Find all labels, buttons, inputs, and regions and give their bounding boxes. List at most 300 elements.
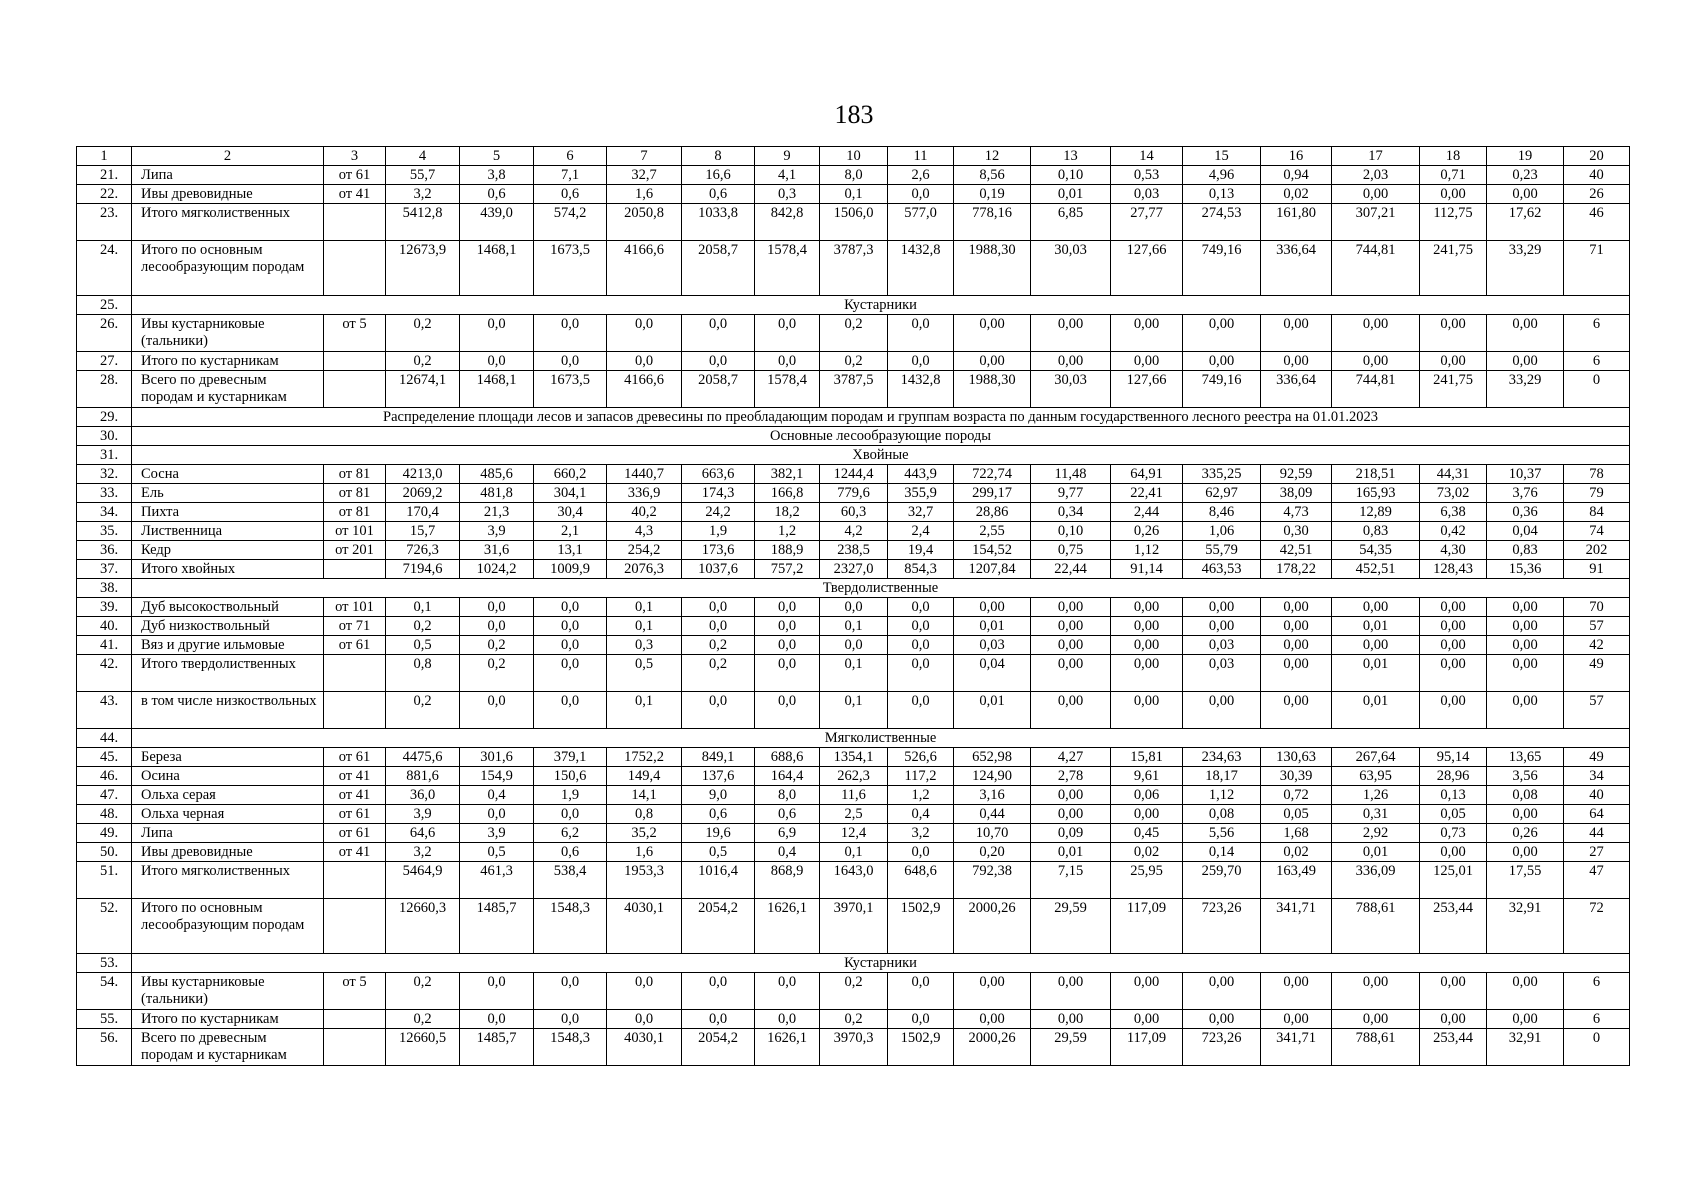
row-number: 45.	[77, 748, 132, 767]
table-cell: 1673,5	[534, 371, 607, 408]
table-row	[77, 598, 1630, 617]
table-cell: 0,06	[1111, 786, 1183, 805]
section-row	[77, 296, 1630, 315]
table-cell: 0,71	[1420, 166, 1487, 185]
table-cell: 6	[1564, 973, 1630, 1010]
age-group: от 81	[324, 503, 386, 522]
table-cell: 1468,1	[460, 371, 534, 408]
header-row	[77, 147, 1630, 166]
table-cell: 526,6	[888, 748, 954, 767]
table-cell: 25,95	[1111, 862, 1183, 899]
table-cell: 26	[1564, 185, 1630, 204]
table-cell: 0,00	[1420, 843, 1487, 862]
row-number: 47.	[77, 786, 132, 805]
table-cell: 5412,8	[386, 204, 460, 241]
table-cell: 30,39	[1261, 767, 1332, 786]
table-cell: 0,0	[460, 598, 534, 617]
table-cell: 0,0	[534, 598, 607, 617]
table-cell: 0,0	[888, 315, 954, 352]
header-cell: 20	[1564, 147, 1630, 166]
table-cell: 749,16	[1183, 371, 1261, 408]
table-cell: 6	[1564, 315, 1630, 352]
table-row	[77, 786, 1630, 805]
age-group	[324, 204, 386, 241]
table-cell: 3787,3	[820, 241, 888, 296]
table-cell: 0,53	[1111, 166, 1183, 185]
table-cell: 49	[1564, 748, 1630, 767]
table-cell: 881,6	[386, 767, 460, 786]
table-cell: 21,3	[460, 503, 534, 522]
table-cell: 79	[1564, 484, 1630, 503]
table-cell: 16,6	[682, 166, 755, 185]
header-cell: 14	[1111, 147, 1183, 166]
table-cell: 0,08	[1487, 786, 1564, 805]
table-cell: 0,00	[1031, 786, 1111, 805]
table-cell: 0,00	[1420, 352, 1487, 371]
table-cell: 0,19	[954, 185, 1031, 204]
table-cell: 0,2	[386, 617, 460, 636]
table-cell: 1,6	[607, 843, 682, 862]
row-number: 55.	[77, 1010, 132, 1029]
table-cell: 335,25	[1183, 465, 1261, 484]
age-group: от 71	[324, 617, 386, 636]
table-cell: 301,6	[460, 748, 534, 767]
table-cell: 1024,2	[460, 560, 534, 579]
row-number: 54.	[77, 973, 132, 1010]
table-cell: 259,70	[1183, 862, 1261, 899]
table-cell: 2076,3	[607, 560, 682, 579]
row-number: 46.	[77, 767, 132, 786]
table-cell: 4,1	[755, 166, 820, 185]
table-cell: 150,6	[534, 767, 607, 786]
table-cell: 0,00	[1111, 973, 1183, 1010]
table-cell: 0,02	[1111, 843, 1183, 862]
row-number: 31.	[77, 446, 132, 465]
table-cell: 9,0	[682, 786, 755, 805]
table-cell: 0,08	[1183, 805, 1261, 824]
age-group	[324, 692, 386, 729]
table-row	[77, 204, 1630, 241]
table-row	[77, 185, 1630, 204]
table-cell: 4166,6	[607, 241, 682, 296]
table-cell: 137,6	[682, 767, 755, 786]
table-cell: 0,00	[1031, 692, 1111, 729]
table-cell: 2,44	[1111, 503, 1183, 522]
table-cell: 6,2	[534, 824, 607, 843]
row-number: 39.	[77, 598, 132, 617]
table-row	[77, 484, 1630, 503]
species-name: Всего по древесным породам и кустарникам	[132, 371, 324, 408]
table-cell: 91,14	[1111, 560, 1183, 579]
section-title: Кустарники	[132, 954, 1630, 973]
table-cell: 0,00	[1332, 598, 1420, 617]
table-cell: 7,15	[1031, 862, 1111, 899]
table-cell: 1037,6	[682, 560, 755, 579]
header-cell: 2	[132, 147, 324, 166]
table-cell: 0,00	[1420, 655, 1487, 692]
header-cell: 10	[820, 147, 888, 166]
table-cell: 0,0	[755, 617, 820, 636]
table-cell: 28,96	[1420, 767, 1487, 786]
table-cell: 0,00	[1487, 315, 1564, 352]
table-cell: 0	[1564, 371, 1630, 408]
species-name: Ольха черная	[132, 805, 324, 824]
table-cell: 3,2	[386, 843, 460, 862]
table-cell: 1432,8	[888, 371, 954, 408]
table-cell: 35,2	[607, 824, 682, 843]
table-cell: 1953,3	[607, 862, 682, 899]
table-cell: 0,00	[1031, 1010, 1111, 1029]
table-cell: 0,0	[755, 598, 820, 617]
table-cell: 4475,6	[386, 748, 460, 767]
table-cell: 0,00	[1261, 973, 1332, 1010]
table-cell: 267,64	[1332, 748, 1420, 767]
table-cell: 33,29	[1487, 241, 1564, 296]
table-cell: 0,01	[954, 617, 1031, 636]
table-cell: 54,35	[1332, 541, 1420, 560]
table-cell: 9,61	[1111, 767, 1183, 786]
table-cell: 382,1	[755, 465, 820, 484]
table-cell: 0,00	[1183, 598, 1261, 617]
table-cell: 8,0	[755, 786, 820, 805]
table-cell: 11,6	[820, 786, 888, 805]
table-cell: 12,4	[820, 824, 888, 843]
table-cell: 0,0	[460, 617, 534, 636]
table-cell: 38,09	[1261, 484, 1332, 503]
table-cell: 463,53	[1183, 560, 1261, 579]
table-cell: 33,29	[1487, 371, 1564, 408]
table-cell: 8,0	[820, 166, 888, 185]
table-row	[77, 1029, 1630, 1066]
table-cell: 0,00	[954, 352, 1031, 371]
table-cell: 2054,2	[682, 1029, 755, 1066]
table-cell: 165,93	[1332, 484, 1420, 503]
table-cell: 0,26	[1487, 824, 1564, 843]
table-cell: 0,0	[534, 973, 607, 1010]
table-cell: 0,00	[1332, 1010, 1420, 1029]
row-number: 49.	[77, 824, 132, 843]
table-cell: 0,0	[534, 315, 607, 352]
table-cell: 0,00	[1487, 598, 1564, 617]
table-cell: 30,03	[1031, 371, 1111, 408]
table-cell: 0,00	[1420, 185, 1487, 204]
table-cell: 0,0	[755, 692, 820, 729]
table-cell: 0,00	[1487, 1010, 1564, 1029]
table-cell: 154,9	[460, 767, 534, 786]
species-name: Береза	[132, 748, 324, 767]
species-name: Ольха серая	[132, 786, 324, 805]
table-cell: 0,0	[888, 692, 954, 729]
table-cell: 234,63	[1183, 748, 1261, 767]
table-cell: 0,0	[534, 617, 607, 636]
table-cell: 0,00	[1420, 617, 1487, 636]
table-cell: 0,6	[755, 805, 820, 824]
table-cell: 124,90	[954, 767, 1031, 786]
table-cell: 130,63	[1261, 748, 1332, 767]
age-group: от 81	[324, 484, 386, 503]
table-cell: 0,00	[1332, 973, 1420, 1010]
species-name: Всего по древесным породам и кустарникам	[132, 1029, 324, 1066]
table-cell: 307,21	[1332, 204, 1420, 241]
table-cell: 0,0	[888, 1010, 954, 1029]
table-cell: 0,2	[460, 636, 534, 655]
section-row	[77, 954, 1630, 973]
table-cell: 253,44	[1420, 899, 1487, 954]
table-cell: 78	[1564, 465, 1630, 484]
table-cell: 0,00	[1487, 185, 1564, 204]
table-cell: 3,16	[954, 786, 1031, 805]
table-cell: 299,17	[954, 484, 1031, 503]
table-cell: 0,00	[1111, 598, 1183, 617]
table-cell: 4030,1	[607, 1029, 682, 1066]
table-cell: 2,92	[1332, 824, 1420, 843]
header-cell: 13	[1031, 147, 1111, 166]
table-cell: 0,03	[1183, 655, 1261, 692]
table-body	[77, 147, 1630, 1066]
header-cell: 1	[77, 147, 132, 166]
section-row	[77, 729, 1630, 748]
table-cell: 0,5	[607, 655, 682, 692]
table-cell: 1626,1	[755, 899, 820, 954]
table-cell: 22,44	[1031, 560, 1111, 579]
table-row	[77, 692, 1630, 729]
table-cell: 12,89	[1332, 503, 1420, 522]
table-cell: 0,00	[1031, 973, 1111, 1010]
table-cell: 868,9	[755, 862, 820, 899]
age-group: от 41	[324, 786, 386, 805]
species-name: Липа	[132, 824, 324, 843]
table-cell: 0,00	[1420, 598, 1487, 617]
table-cell: 117,09	[1111, 1029, 1183, 1066]
row-number: 56.	[77, 1029, 132, 1066]
table-cell: 3,9	[460, 824, 534, 843]
table-cell: 0,0	[607, 973, 682, 1010]
table-cell: 0,00	[1031, 315, 1111, 352]
table-cell: 241,75	[1420, 241, 1487, 296]
header-cell: 5	[460, 147, 534, 166]
table-cell: 0,00	[1261, 1010, 1332, 1029]
table-cell: 0,0	[755, 655, 820, 692]
table-cell: 72	[1564, 899, 1630, 954]
table-cell: 792,38	[954, 862, 1031, 899]
table-cell: 0,04	[954, 655, 1031, 692]
table-cell: 663,6	[682, 465, 755, 484]
table-cell: 0,0	[888, 617, 954, 636]
table-cell: 1016,4	[682, 862, 755, 899]
table-cell: 0,2	[820, 315, 888, 352]
table-cell: 6,85	[1031, 204, 1111, 241]
table-cell: 0,00	[1031, 617, 1111, 636]
header-cell: 16	[1261, 147, 1332, 166]
table-cell: 1988,30	[954, 241, 1031, 296]
table-cell: 757,2	[755, 560, 820, 579]
table-cell: 0,45	[1111, 824, 1183, 843]
table-cell: 0,0	[534, 1010, 607, 1029]
table-cell: 0,00	[954, 598, 1031, 617]
table-cell: 0,2	[386, 315, 460, 352]
table-cell: 0,01	[1332, 655, 1420, 692]
table-cell: 7194,6	[386, 560, 460, 579]
table-cell: 0,00	[1031, 352, 1111, 371]
table-cell: 47	[1564, 862, 1630, 899]
row-number: 41.	[77, 636, 132, 655]
table-row	[77, 805, 1630, 824]
table-cell: 0,34	[1031, 503, 1111, 522]
table-cell: 42,51	[1261, 541, 1332, 560]
table-cell: 0,0	[682, 315, 755, 352]
table-cell: 0,4	[888, 805, 954, 824]
table-cell: 166,8	[755, 484, 820, 503]
species-name: Итого мягколиственных	[132, 204, 324, 241]
table-cell: 0,8	[386, 655, 460, 692]
table-row	[77, 824, 1630, 843]
table-cell: 0,0	[888, 655, 954, 692]
age-group	[324, 899, 386, 954]
table-cell: 6	[1564, 1010, 1630, 1029]
table-cell: 0,1	[386, 598, 460, 617]
row-number: 42.	[77, 655, 132, 692]
table-cell: 0,73	[1420, 824, 1487, 843]
table-cell: 336,9	[607, 484, 682, 503]
table-cell: 0,5	[386, 636, 460, 655]
row-number: 32.	[77, 465, 132, 484]
table-cell: 0,00	[1031, 805, 1111, 824]
table-cell: 0,26	[1111, 522, 1183, 541]
table-cell: 0,04	[1487, 522, 1564, 541]
table-cell: 0,0	[460, 1010, 534, 1029]
table-cell: 0,10	[1031, 522, 1111, 541]
age-group	[324, 1010, 386, 1029]
table-cell: 0,0	[888, 636, 954, 655]
table-cell: 127,66	[1111, 241, 1183, 296]
table-cell: 0,00	[1183, 315, 1261, 352]
table-cell: 355,9	[888, 484, 954, 503]
table-cell: 30,4	[534, 503, 607, 522]
table-cell: 2054,2	[682, 899, 755, 954]
age-group: от 81	[324, 465, 386, 484]
section-title: Основные лесообразующие породы	[132, 427, 1630, 446]
table-cell: 788,61	[1332, 1029, 1420, 1066]
age-group	[324, 862, 386, 899]
row-number: 27.	[77, 352, 132, 371]
table-cell: 13,1	[534, 541, 607, 560]
table-cell: 341,71	[1261, 1029, 1332, 1066]
table-cell: 64,91	[1111, 465, 1183, 484]
table-cell: 0,2	[820, 352, 888, 371]
table-row	[77, 655, 1630, 692]
table-cell: 84	[1564, 503, 1630, 522]
header-cell: 7	[607, 147, 682, 166]
table-cell: 4,30	[1420, 541, 1487, 560]
table-cell: 3,56	[1487, 767, 1564, 786]
section-title: Кустарники	[132, 296, 1630, 315]
table-cell: 70	[1564, 598, 1630, 617]
table-cell: 1,12	[1183, 786, 1261, 805]
age-group	[324, 371, 386, 408]
table-cell: 749,16	[1183, 241, 1261, 296]
table-cell: 27	[1564, 843, 1630, 862]
table-cell: 4,96	[1183, 166, 1261, 185]
table-cell: 0,02	[1261, 185, 1332, 204]
table-cell: 0,00	[1487, 617, 1564, 636]
table-row	[77, 843, 1630, 862]
table-cell: 29,59	[1031, 899, 1111, 954]
table-cell: 32,91	[1487, 1029, 1564, 1066]
table-cell: 0,5	[460, 843, 534, 862]
table-row	[77, 748, 1630, 767]
table-cell: 74	[1564, 522, 1630, 541]
age-group	[324, 560, 386, 579]
table-cell: 63,95	[1332, 767, 1420, 786]
row-number: 34.	[77, 503, 132, 522]
table-cell: 0,00	[954, 1010, 1031, 1029]
table-cell: 0,01	[1031, 843, 1111, 862]
row-number: 36.	[77, 541, 132, 560]
header-cell: 3	[324, 147, 386, 166]
table-cell: 1548,3	[534, 1029, 607, 1066]
table-cell: 3,9	[460, 522, 534, 541]
table-cell: 10,70	[954, 824, 1031, 843]
table-cell: 452,51	[1332, 560, 1420, 579]
table-cell: 336,09	[1332, 862, 1420, 899]
table-cell: 0,00	[1487, 655, 1564, 692]
table-cell: 0,0	[820, 598, 888, 617]
row-number: 38.	[77, 579, 132, 598]
table-cell: 274,53	[1183, 204, 1261, 241]
table-cell: 19,4	[888, 541, 954, 560]
row-number: 43.	[77, 692, 132, 729]
species-name: Ивы кустарниковые (тальники)	[132, 315, 324, 352]
table-cell: 0,4	[755, 843, 820, 862]
table-cell: 3,8	[460, 166, 534, 185]
table-row	[77, 166, 1630, 185]
header-cell: 17	[1332, 147, 1420, 166]
table-cell: 18,2	[755, 503, 820, 522]
table-cell: 0,00	[1031, 655, 1111, 692]
table-cell: 62,97	[1183, 484, 1261, 503]
table-row	[77, 617, 1630, 636]
table-cell: 4030,1	[607, 899, 682, 954]
species-name: Дуб высокоствольный	[132, 598, 324, 617]
table-cell: 1432,8	[888, 241, 954, 296]
table-cell: 17,55	[1487, 862, 1564, 899]
table-cell: 18,17	[1183, 767, 1261, 786]
table-cell: 64	[1564, 805, 1630, 824]
table-cell: 481,8	[460, 484, 534, 503]
table-cell: 64,6	[386, 824, 460, 843]
table-cell: 577,0	[888, 204, 954, 241]
table-cell: 0,42	[1420, 522, 1487, 541]
age-group: от 101	[324, 598, 386, 617]
table-cell: 2058,7	[682, 241, 755, 296]
table-cell: 0,00	[1183, 973, 1261, 1010]
table-cell: 2,4	[888, 522, 954, 541]
table-row	[77, 636, 1630, 655]
table-cell: 0,44	[954, 805, 1031, 824]
table-cell: 0,05	[1420, 805, 1487, 824]
table-cell: 0,00	[954, 973, 1031, 1010]
table-cell: 2,03	[1332, 166, 1420, 185]
row-number: 53.	[77, 954, 132, 973]
row-number: 25.	[77, 296, 132, 315]
table-cell: 0,0	[460, 973, 534, 1010]
table-cell: 538,4	[534, 862, 607, 899]
table-cell: 9,77	[1031, 484, 1111, 503]
table-cell: 0,75	[1031, 541, 1111, 560]
table-cell: 40	[1564, 786, 1630, 805]
table-cell: 3970,1	[820, 899, 888, 954]
table-cell: 439,0	[460, 204, 534, 241]
